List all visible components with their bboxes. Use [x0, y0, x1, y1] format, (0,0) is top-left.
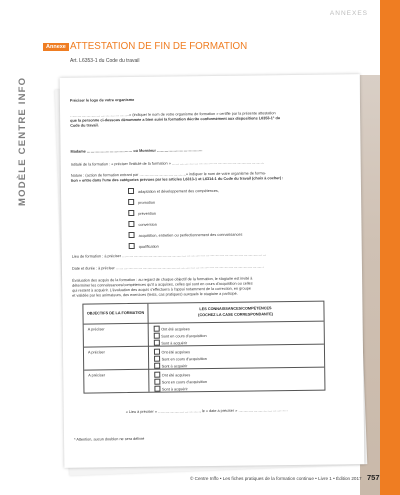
date-line: Date et durée : à préciser ……………………………………………………………………………………………………… — [71, 264, 264, 271]
checkbox-icon[interactable] — [128, 188, 134, 194]
to-acquire-option[interactable]: Sont à acquérir — [154, 339, 207, 347]
to-acquire-option[interactable]: Sont à acquérir — [154, 385, 207, 393]
orange-margin-bar — [380, 0, 400, 495]
option-row[interactable]: conversion — [128, 221, 156, 227]
checkbox-icon[interactable] — [154, 372, 160, 378]
page-subtitle: Art. L6353-1 du Code du travail — [70, 58, 140, 64]
table-header-skills: LES CONNAISSANCES/COMPÉTENCES — [199, 306, 272, 312]
checkbox-icon[interactable] — [154, 386, 160, 392]
certify-line-3: Code du travail. — [70, 123, 99, 128]
page-footer: © Centre Inffo • Les fiches pratiques de la formation continue • Livre 1 • Édition 2017 — [190, 476, 362, 481]
checkbox-icon[interactable] — [128, 199, 134, 205]
side-title-wrapper — [16, 46, 32, 206]
acquired-option[interactable]: Ont été acquises — [154, 371, 207, 379]
table-row-objective: A préciser — [88, 373, 106, 378]
side-title: MODÈLE CENTRE INFO — [17, 76, 28, 206]
nature-line-1: Nature : (action de formation entrant par ……………………………….» indiquer le nom de votre organisme de forma- — [70, 171, 267, 178]
checkbox-icon[interactable] — [129, 232, 135, 238]
table-row-options — [154, 371, 207, 393]
evaluation-line-1: Évaluation des acquis de la formation : au regard de chaque objectif de la formation, le stagiaire est invité à — [72, 276, 253, 283]
certify-line-2: que la personne ci-dessous dénommée a bien suivi la formation décrite conformément aux dispositions L6353-1° du — [70, 116, 281, 123]
footnote: * Attention, aucun doublon ne sera délivré — [74, 436, 145, 442]
to-acquire-option[interactable]: Sont à acquérir — [154, 362, 207, 370]
location-line: Lieu de formation : à préciser …………………………………………………………………………………………………… — [71, 252, 267, 259]
checkbox-icon[interactable] — [154, 333, 160, 339]
option-row[interactable]: prévention — [128, 210, 156, 216]
table-row-objective: A préciser — [87, 350, 105, 355]
table-divider — [84, 321, 324, 325]
checkbox-icon[interactable] — [154, 349, 160, 355]
checkbox-icon[interactable] — [128, 221, 134, 227]
evaluation-table — [82, 301, 325, 394]
table-row-options — [154, 325, 207, 347]
evaluation-line-2: déterminer les connaissances/compétences qu'il a acquises, celles qui sont en cours d'acquisition ou celles — [72, 281, 253, 288]
page-number: 757 — [367, 473, 380, 482]
acquired-option[interactable]: Ont été acquises — [154, 325, 207, 333]
table-row-objective: A préciser — [87, 327, 105, 332]
training-title-line: Intitulé de la formation : « préciser l'intitulé de la formation » ………………………………………………………………. — [70, 160, 265, 167]
closing-line: « Lieu à préciser » ……………………………, le » date à préciser » ………………………………… — [125, 408, 288, 415]
table-header-objectives: OBJECTIFS DE LA FORMATION — [86, 310, 145, 316]
checkbox-icon[interactable] — [154, 340, 160, 346]
trainee-name-line: Madame ……………………………… ou Monsieur ……………………………… — [70, 148, 203, 154]
evaluation-line-4: et validée par les animateurs, des exercices (tests, cas pratiques) auxquels le stagiaire a participé. — [72, 291, 238, 298]
option-row[interactable]: qualification — [129, 243, 159, 249]
annexe-tag: Annexe — [43, 43, 69, 51]
checkbox-icon[interactable] — [154, 379, 160, 385]
corner-label: ANNEXES — [329, 10, 368, 17]
checkbox-icon[interactable] — [129, 243, 135, 249]
in-progress-option[interactable]: Sont en cours d'acquisition — [154, 332, 207, 340]
nature-line-2: tion » entre dans l'une des catégories prévues par les articles L6313-1 et L6314-1 du Code du travail (choix à cocher) : — [70, 176, 284, 183]
logo-instruction: Préciser le logo de votre organisme — [69, 97, 135, 103]
option-row[interactable]: adaptation et développement des compétences, — [128, 187, 219, 194]
checkbox-icon[interactable] — [154, 363, 160, 369]
checkbox-icon[interactable] — [128, 210, 134, 216]
table-row-options — [154, 348, 207, 370]
option-row[interactable]: acquisition, entretien ou perfectionnement des connaissances — [129, 231, 243, 238]
checkbox-icon[interactable] — [154, 326, 160, 332]
acquired-option[interactable]: Ont été acquises — [154, 348, 207, 356]
evaluation-line-3: qui restent à acquérir. L'évaluation des acquis s'effectuera à l'appui notamment de la correction, en groupe — [72, 286, 252, 293]
page-title: ATTESTATION DE FIN DE FORMATION — [70, 41, 248, 52]
certify-line-1: ………………………………………..» (indiquer le nom de votre organisme de formation » certifie par la présente attestation — [70, 111, 276, 118]
table-header-skills-note: (COCHEZ LA CASE CORRESPONDANTE) — [198, 312, 273, 318]
in-progress-option[interactable]: Sont en cours d'acquisition — [154, 378, 207, 386]
option-row[interactable]: promotion — [128, 199, 155, 205]
checkbox-icon[interactable] — [154, 356, 160, 362]
in-progress-option[interactable]: Sont en cours d'acquisition — [154, 355, 207, 363]
attestation-sheet — [60, 74, 365, 468]
